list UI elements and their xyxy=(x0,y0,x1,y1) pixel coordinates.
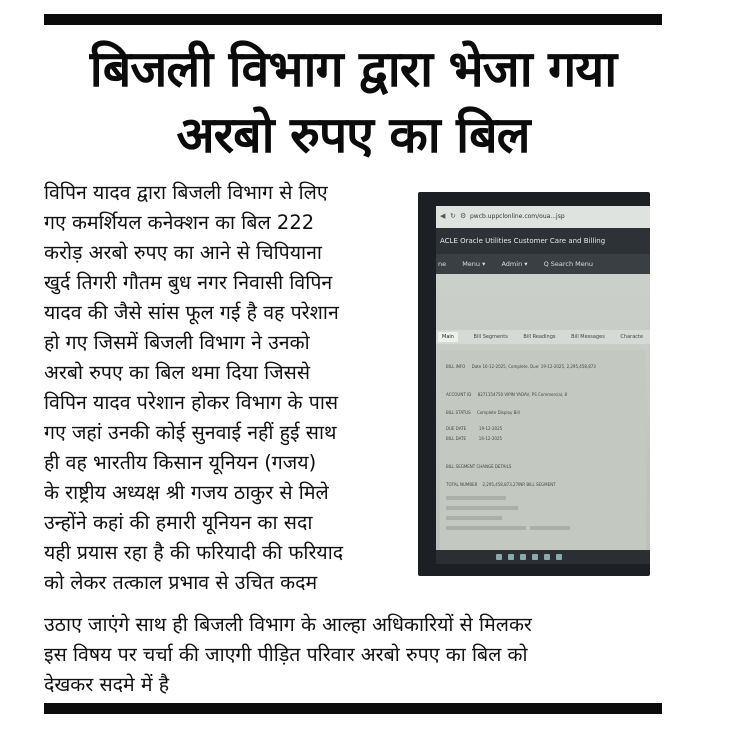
article-line: उन्होंने कहां की हमारी यूनियन का सदा xyxy=(44,511,313,534)
article-line: खुर्द तिगरी गौतम बुध नगर निवासी विपिन xyxy=(44,271,333,294)
blurred-text xyxy=(446,496,506,500)
menu-item: Menu ▾ xyxy=(462,260,486,268)
bill-screenshot-photo xyxy=(418,192,650,576)
article-line: यही प्रयास रहा है की फरियादी की फरियाद xyxy=(44,541,344,564)
tab-characteristics: Characte xyxy=(620,334,644,340)
bottom-rule xyxy=(44,703,662,714)
article-line: इस विषय पर चर्चा की जाएगी पीड़ित परिवार अरबो रुपए का बिल को xyxy=(44,643,528,666)
tab-main: Main xyxy=(438,332,458,342)
taskbar-app-icon xyxy=(496,554,502,560)
menu-item: Admin ▾ xyxy=(501,260,528,268)
article-line: उठाए जाएंगे साथ ही बिजली विभाग के आल्हा अधिकारियों से मिलकर xyxy=(44,613,532,636)
due-date-row: DUE DATE 19-12-2025 xyxy=(446,426,503,431)
article-line: गए जहां उनकी कोई सुनवाई नहीं हुई साथ xyxy=(44,421,337,444)
laptop-screen xyxy=(436,206,650,564)
browser-address-bar xyxy=(436,206,650,228)
taskbar-app-icon xyxy=(556,554,562,560)
bill-info-panel xyxy=(440,350,646,550)
app-banner: ACLE Oracle Utilities Customer Care and Billing xyxy=(436,228,650,254)
article-line: यादव की जैसे सांस फूल गई है वह परेशान xyxy=(44,301,339,324)
browser-url: pwcb.uppclonline.com/oua...jsp xyxy=(470,213,565,220)
article-line: हो गए जिसमें बिजली विभाग ने उनको xyxy=(44,331,310,354)
headline-line-1: बिजली विभाग द्वारा भेजा गया xyxy=(89,40,617,98)
article-line: करोड़ अरबो रुपए का आने से चिपियाना xyxy=(44,241,322,264)
article-line: देखकर सदमे में है xyxy=(44,673,170,696)
blurred-text xyxy=(446,526,526,530)
blurred-text xyxy=(530,526,570,530)
article-line: ही वह भारतीय किसान यूनियन (गजय) xyxy=(44,451,317,474)
article-left-column xyxy=(44,178,416,598)
account-id-row: ACCOUNT ID 8271154750 VIPIN YADAV, PS Commercial, 8 xyxy=(446,392,568,397)
taskbar-app-icon xyxy=(520,554,526,560)
taskbar xyxy=(436,550,650,564)
app-menu-bar xyxy=(436,254,650,274)
bill-status-row: BILL STATUS Complete Display Bill xyxy=(446,410,520,415)
article-full-width xyxy=(44,610,664,700)
menu-item: ne xyxy=(438,260,447,268)
menu-item: Q Search Menu xyxy=(543,260,594,268)
tab-bill-segments: Bill Segments xyxy=(473,334,508,340)
taskbar-app-icon xyxy=(544,554,550,560)
article-line: अरबो रुपए का बिल थमा दिया जिससे xyxy=(44,361,311,384)
bill-tabs xyxy=(436,330,650,344)
article-line: विपिन यादव परेशान होकर विभाग के पास xyxy=(44,391,339,414)
tab-bill-messages: Bill Messages xyxy=(571,334,605,340)
top-rule xyxy=(44,14,662,25)
bill-date-row: BILL DATE 16-12-2025 xyxy=(446,436,503,441)
site-info-icon: ⚙ xyxy=(460,212,467,220)
total-amount-row: TOTAL NUMBER 2,295,458,873.27INR BILL SEGMENT xyxy=(446,482,556,487)
article-line: को लेकर तत्काल प्रभाव से उचित कदम xyxy=(44,571,318,594)
headline-line-2: अरबो रुपए का बिल xyxy=(176,106,530,164)
blurred-text xyxy=(446,506,518,510)
taskbar-app-icon xyxy=(508,554,514,560)
article-line: गए कमर्शियल कनेक्शन का बिल 222 xyxy=(44,211,315,234)
taskbar-app-icon xyxy=(532,554,538,560)
bill-info-row: BILL INFO Date 16-12-2025, Complete, Due: 19-12-2025, 2,295,458,873 xyxy=(446,364,596,369)
article-line: के राष्ट्रीय अध्यक्ष श्री गजय ठाकुर से मिले xyxy=(44,481,329,504)
segment-details-row: BILL SEGMENT CHANGE DETAILS xyxy=(446,464,512,469)
tab-bill-readings: Bill Readings xyxy=(523,334,556,340)
article-line: विपिन यादव द्वारा बिजली विभाग से लिए xyxy=(44,181,328,204)
reload-icon: ↻ xyxy=(450,212,456,220)
back-icon: ◀ xyxy=(440,212,446,220)
blurred-text xyxy=(446,516,502,520)
